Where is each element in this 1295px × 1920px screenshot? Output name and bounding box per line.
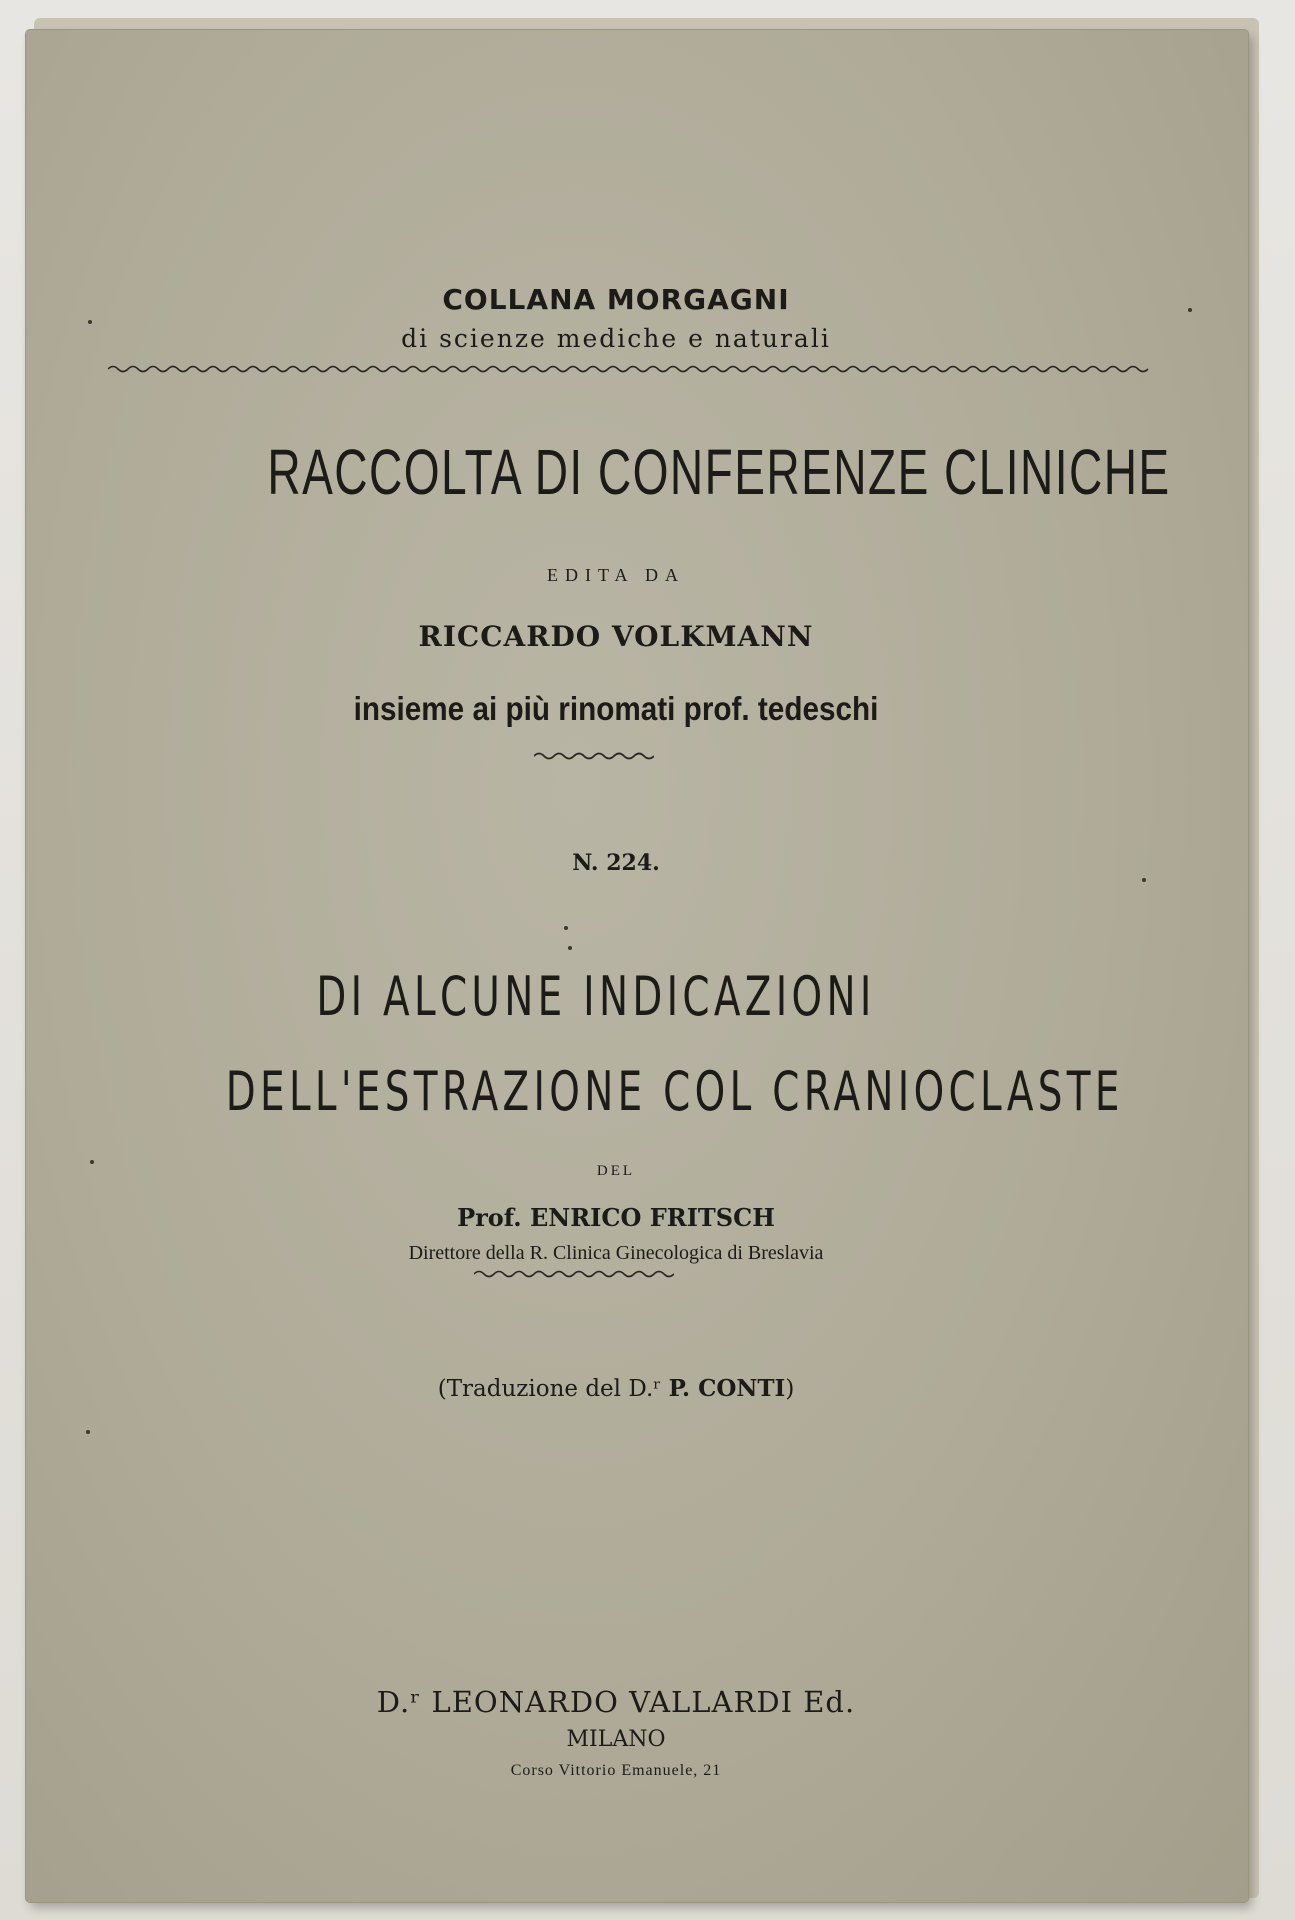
print-speck (568, 946, 572, 950)
print-speck (1142, 878, 1146, 882)
print-speck (88, 320, 92, 324)
translation-close-paren: ) (785, 1376, 795, 1402)
publisher-name: D.ʳ LEONARDO VALLARDI Ed. (376, 1685, 856, 1719)
translation-open-paren: ( (437, 1376, 447, 1402)
wavy-ornament-2 (474, 1268, 674, 1280)
series-name: COLLANA MORGAGNI (442, 283, 790, 316)
translation-label: Traduzione del D.ʳ (446, 1376, 662, 1402)
collection-title: RACCOLTA DI CONFERENZE CLINICHE (267, 436, 1171, 508)
print-speck (564, 926, 568, 930)
issue-number: N. 224. (572, 850, 660, 876)
author-prefix: DEL (596, 1163, 636, 1179)
translator-name: P. CONTI (668, 1375, 786, 1402)
publisher-address: Corso Vittorio Emanuele, 21 (510, 1762, 722, 1779)
author-name: Prof. ENRICO FRITSCH (457, 1203, 775, 1232)
author-role: Direttore della R. Clinica Ginecologica di Breslavia (408, 1242, 824, 1264)
series-subtitle: di scienze mediche e naturali (401, 324, 831, 353)
print-speck (90, 1160, 94, 1164)
wavy-ornament-1 (534, 750, 654, 762)
work-title-line-1: DI ALCUNE INDICAZIONI (316, 965, 876, 1028)
editor-note: insieme ai più rinomati prof. tedeschi (353, 690, 879, 727)
work-title-line-2: DELL'ESTRAZIONE COL CRANIOCLASTE (225, 1060, 1124, 1123)
translation-credit (26, 1375, 1206, 1402)
book-cover (26, 30, 1248, 1902)
edited-by-label: EDITA DA (546, 565, 686, 585)
wavy-rule-top (108, 362, 1153, 376)
editor-name: RICCARDO VOLKMANN (418, 620, 814, 653)
publisher-city: MILANO (566, 1727, 666, 1752)
print-speck (86, 1430, 90, 1434)
print-speck (1188, 308, 1192, 312)
